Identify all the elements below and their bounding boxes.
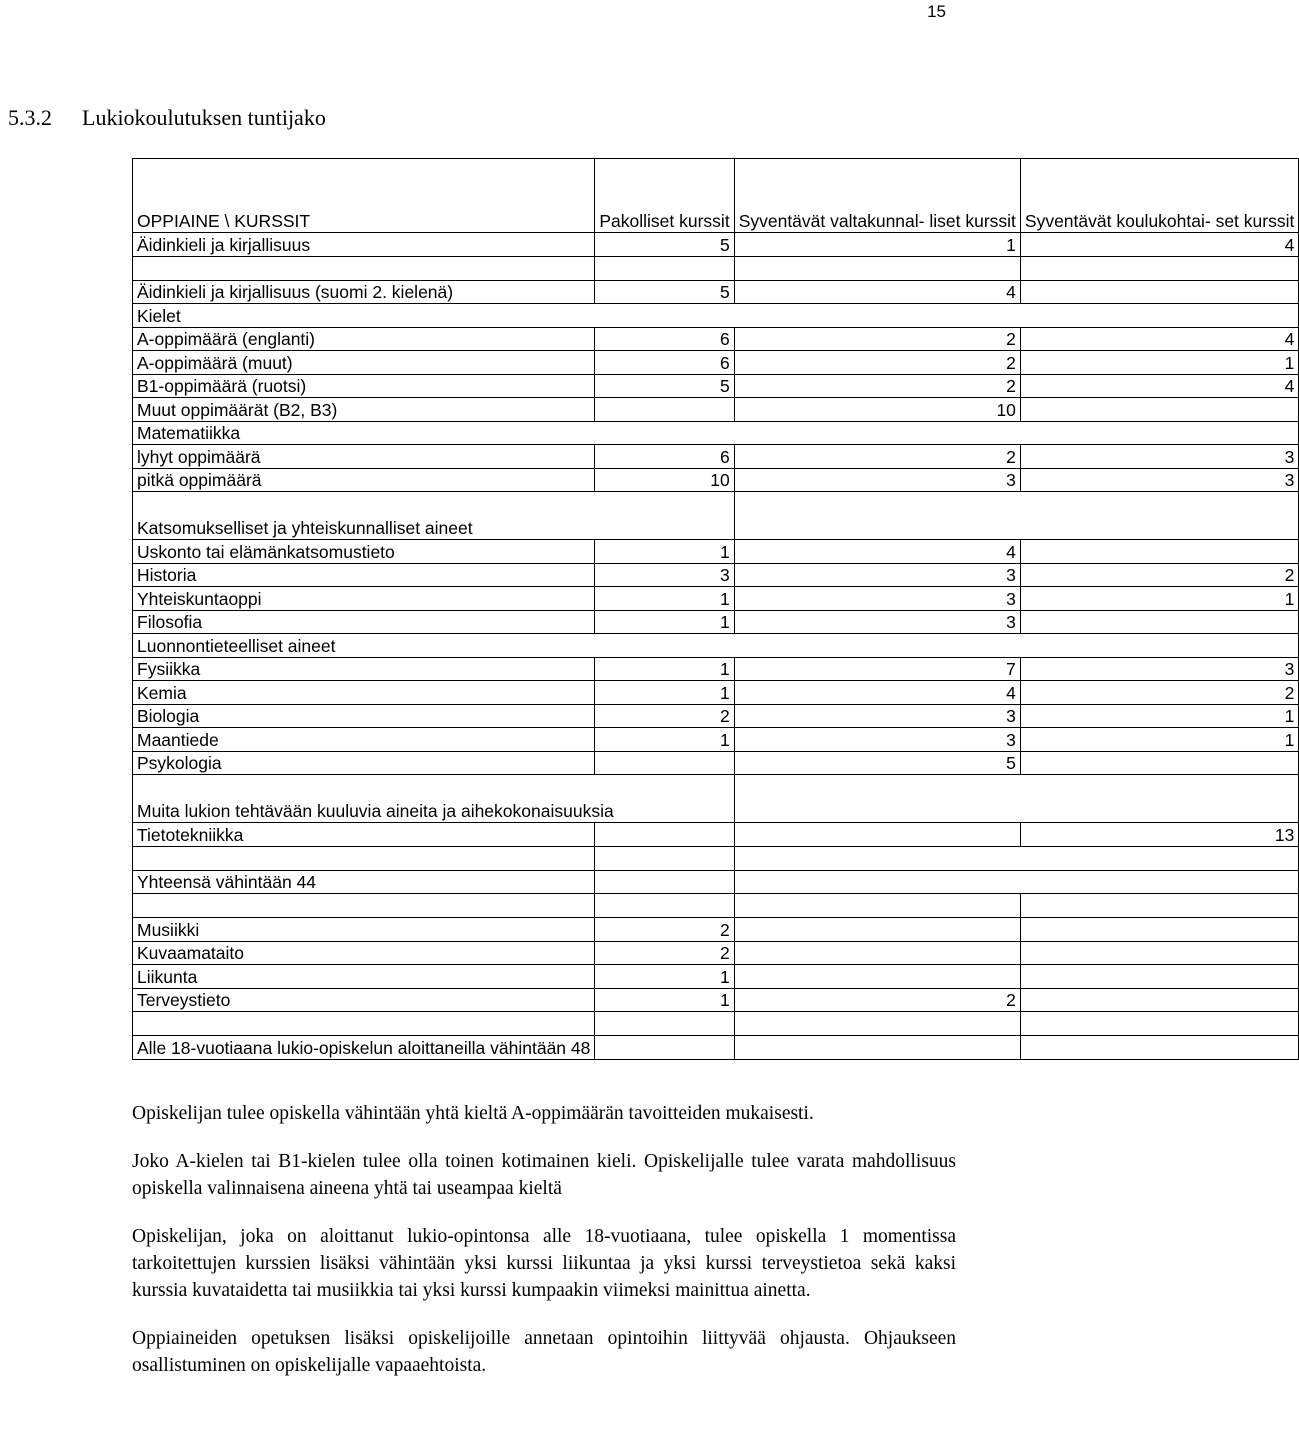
table-row: [133, 775, 1299, 823]
cell-school: [1020, 965, 1298, 989]
cell-mandatory: [595, 398, 734, 422]
cell-school: 3: [1020, 657, 1298, 681]
cell-national: 2: [734, 351, 1020, 375]
group-label: Matematiikka: [133, 421, 1299, 445]
cell-mandatory: 1: [595, 540, 734, 564]
cell-national: 3: [734, 587, 1020, 611]
empty-cell: [595, 870, 734, 894]
cell-national: 2: [734, 327, 1020, 351]
table-header-row: [133, 159, 1299, 233]
paragraph: Opiskelijan, joka on aloittanut lukio-opintonsa alle 18-vuotiaana, tulee opiskella 1 momentissa tarkoitettujen kurssien lisäksi vähintään yksi kurssi liikuntaa ja yksi kurssi terveystietoa sekä kaksi kurssia kuvataidetta tai musiikkia tai yksi kurssi kumpaakin viimeksi mainittua ainetta.: [132, 1226, 956, 1301]
cell-mandatory: 10: [595, 468, 734, 492]
cell-mandatory: 5: [595, 280, 734, 304]
page-number: 15: [927, 2, 946, 21]
table-row: [133, 445, 1299, 469]
cell-mandatory: 6: [595, 327, 734, 351]
row-label: Alle 18-vuotiaana lukio-opiskelun aloittaneilla vähintään 48: [133, 1036, 595, 1060]
cell-national: 4: [734, 681, 1020, 705]
cell-national: 2: [734, 988, 1020, 1012]
table-row: [133, 587, 1299, 611]
table-row: [133, 870, 1299, 894]
cell-school: [1020, 751, 1298, 775]
table-row: [133, 823, 1299, 847]
cell-school: 4: [1020, 374, 1298, 398]
cell-mandatory: 5: [595, 233, 734, 257]
cell-mandatory: [595, 751, 734, 775]
cell-national: 3: [734, 468, 1020, 492]
table-row: [133, 610, 1299, 634]
cell-national: 4: [734, 540, 1020, 564]
cell-national: 10: [734, 398, 1020, 422]
cell-national: [734, 918, 1020, 942]
cell-mandatory: 1: [595, 728, 734, 752]
group-label: Luonnontieteelliset aineet: [133, 634, 1299, 658]
row-label: Musiikki: [133, 918, 595, 942]
header-mandatory: Pakolliset kurssit: [595, 159, 734, 233]
section-number: 5.3.2: [8, 105, 52, 130]
cell-national: 1: [734, 233, 1020, 257]
curriculum-table: [132, 158, 1299, 1060]
cell-school: 1: [1020, 704, 1298, 728]
cell-school: [1020, 398, 1298, 422]
cell-school: 3: [1020, 445, 1298, 469]
row-label: B1-oppimäärä (ruotsi): [133, 374, 595, 398]
cell-school: [1020, 610, 1298, 634]
row-label: Äidinkieli ja kirjallisuus: [133, 233, 595, 257]
row-label: Kuvaamataito: [133, 941, 595, 965]
spacer-row: [133, 256, 1299, 280]
table-row: [133, 280, 1299, 304]
empty-cell: [1020, 1036, 1298, 1060]
spacer-row: [133, 1012, 1299, 1036]
cell-national: [734, 823, 1020, 847]
cell-mandatory: 1: [595, 657, 734, 681]
row-label: Yhteiskuntaoppi: [133, 587, 595, 611]
row-label: Historia: [133, 563, 595, 587]
table-row: [133, 634, 1299, 658]
table-row: [133, 681, 1299, 705]
table-row: [133, 751, 1299, 775]
group-label: Muita lukion tehtävään kuuluvia aineita ja aihekokonaisuuksia: [133, 775, 735, 823]
table-row: [133, 374, 1299, 398]
empty-cell: [734, 870, 1299, 894]
cell-national: 3: [734, 610, 1020, 634]
cell-school: 2: [1020, 563, 1298, 587]
table-row: [133, 492, 1299, 540]
row-label: Uskonto tai elämänkatsomustieto: [133, 540, 595, 564]
section-title: Lukiokoulutuksen tuntijako: [82, 105, 326, 130]
cell-school: [1020, 540, 1298, 564]
cell-national: 3: [734, 728, 1020, 752]
row-label: A-oppimäärä (englanti): [133, 327, 595, 351]
cell-mandatory: 3: [595, 563, 734, 587]
cell-mandatory: 2: [595, 941, 734, 965]
row-label: A-oppimäärä (muut): [133, 351, 595, 375]
row-label: Äidinkieli ja kirjallisuus (suomi 2. kielenä): [133, 280, 595, 304]
cell-national: 4: [734, 280, 1020, 304]
cell-school: [1020, 280, 1298, 304]
row-label: Filosofia: [133, 610, 595, 634]
cell-national: 2: [734, 445, 1020, 469]
empty-cell: [734, 775, 1299, 823]
cell-school: 1: [1020, 587, 1298, 611]
table-row: [133, 918, 1299, 942]
empty-cell: [595, 1036, 734, 1060]
cell-school: 4: [1020, 327, 1298, 351]
header-school: Syventävät koulukohtai- set kurssit: [1020, 159, 1298, 233]
cell-mandatory: 6: [595, 351, 734, 375]
spacer-row: [133, 846, 1299, 870]
cell-mandatory: 1: [595, 965, 734, 989]
table-row: [133, 941, 1299, 965]
row-label: lyhyt oppimäärä: [133, 445, 595, 469]
cell-school: 1: [1020, 351, 1298, 375]
table-row: [133, 327, 1299, 351]
empty-cell: [734, 1036, 1020, 1060]
row-label: Yhteensä vähintään 44: [133, 870, 595, 894]
cell-mandatory: 5: [595, 374, 734, 398]
cell-national: 5: [734, 751, 1020, 775]
row-label: pitkä oppimäärä: [133, 468, 595, 492]
cell-school: [1020, 918, 1298, 942]
row-label: Liikunta: [133, 965, 595, 989]
table-row: [133, 704, 1299, 728]
cell-national: [734, 941, 1020, 965]
row-label: Tietotekniikka: [133, 823, 595, 847]
header-national: Syventävät valtakunnal- liset kurssit: [734, 159, 1020, 233]
header-subject: OPPIAINE \ KURSSIT: [133, 159, 595, 233]
cell-mandatory: [595, 823, 734, 847]
group-label: Katsomukselliset ja yhteiskunnalliset aineet: [133, 492, 735, 540]
table-row: [133, 304, 1299, 328]
cell-mandatory: 2: [595, 918, 734, 942]
cell-school: [1020, 941, 1298, 965]
table-row: [133, 351, 1299, 375]
section-heading: [8, 105, 326, 131]
row-label: Fysiikka: [133, 657, 595, 681]
cell-national: [734, 965, 1020, 989]
table-row: [133, 421, 1299, 445]
cell-national: 3: [734, 563, 1020, 587]
row-label: Terveystieto: [133, 988, 595, 1012]
cell-mandatory: 6: [595, 445, 734, 469]
cell-school: 13: [1020, 823, 1298, 847]
table-row: [133, 233, 1299, 257]
cell-mandatory: 1: [595, 988, 734, 1012]
row-label: Psykologia: [133, 751, 595, 775]
cell-national: 2: [734, 374, 1020, 398]
body-text: [132, 1100, 956, 1400]
table-row: [133, 1036, 1299, 1060]
cell-national: 7: [734, 657, 1020, 681]
row-label: Biologia: [133, 704, 595, 728]
table-row: [133, 563, 1299, 587]
cell-school: 4: [1020, 233, 1298, 257]
cell-mandatory: 1: [595, 610, 734, 634]
cell-national: 3: [734, 704, 1020, 728]
paragraph: Opiskelijan tulee opiskella vähintään yhtä kieltä A-oppimäärän tavoitteiden mukaisesti.: [132, 1103, 814, 1124]
cell-mandatory: 1: [595, 681, 734, 705]
table-row: [133, 540, 1299, 564]
empty-cell: [734, 492, 1299, 540]
cell-school: [1020, 988, 1298, 1012]
table-row: [133, 468, 1299, 492]
table-row: [133, 657, 1299, 681]
spacer-row: [133, 894, 1299, 918]
row-label: Maantiede: [133, 728, 595, 752]
table-row: [133, 965, 1299, 989]
table-row: [133, 728, 1299, 752]
cell-mandatory: 1: [595, 587, 734, 611]
paragraph: Oppiaineiden opetuksen lisäksi opiskelijoille annetaan opintoihin liittyvää ohjausta. Ohjaukseen osallistuminen on opiskelijalle vapaaehtoista.: [132, 1328, 956, 1376]
cell-school: 2: [1020, 681, 1298, 705]
table-row: [133, 988, 1299, 1012]
table-row: [133, 398, 1299, 422]
cell-school: 1: [1020, 728, 1298, 752]
row-label: Muut oppimäärät (B2, B3): [133, 398, 595, 422]
cell-mandatory: 2: [595, 704, 734, 728]
cell-school: 3: [1020, 468, 1298, 492]
paragraph: Joko A-kielen tai B1-kielen tulee olla toinen kotimainen kieli. Opiskelijalle tulee varata mahdollisuus opiskella valinnaisena aineena yhtä tai useampaa kieltä: [132, 1151, 956, 1199]
row-label: Kemia: [133, 681, 595, 705]
group-label: Kielet: [133, 304, 1299, 328]
